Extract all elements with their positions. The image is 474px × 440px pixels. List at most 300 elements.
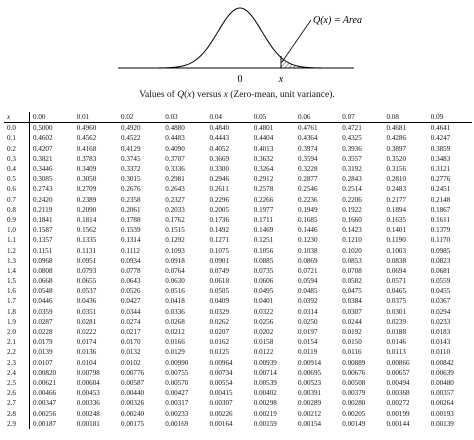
table-cell: 0.4840 xyxy=(209,124,230,133)
header-col: 0.03 xyxy=(162,112,206,123)
table-cell: 0.3707 xyxy=(165,154,185,163)
table-cell: 0.0446 xyxy=(33,297,53,306)
table-cell: 0.3228 xyxy=(298,165,318,174)
row-x-value: 0.1 xyxy=(4,133,30,143)
table-cell: 0.0294 xyxy=(430,307,451,316)
table-cell: 0.1711 xyxy=(253,215,273,224)
header-col: 0.09 xyxy=(428,112,472,123)
table-cell: 0.2148 xyxy=(430,195,451,204)
table-cell: 0.00657 xyxy=(386,368,410,377)
table-cell: 0.00336 xyxy=(76,399,100,408)
row-x-value: 1.8 xyxy=(4,307,30,317)
table-cell: 0.0158 xyxy=(253,338,274,347)
table-cell: 0.0475 xyxy=(342,287,362,296)
table-row xyxy=(4,398,472,408)
table-row xyxy=(4,388,472,398)
table-row xyxy=(4,245,472,255)
table-cell: 0.2981 xyxy=(165,175,185,184)
table-cell: 0.1170 xyxy=(430,236,450,245)
table-cell: 0.0918 xyxy=(165,256,185,265)
table-cell: 0.0548 xyxy=(33,287,53,296)
table-cell: 0.0116 xyxy=(342,348,362,357)
table-row xyxy=(4,276,472,286)
table-cell: 0.0655 xyxy=(76,277,97,286)
row-x-value: 1.6 xyxy=(4,286,30,296)
row-x-value: 1.3 xyxy=(4,256,30,266)
table-cell: 0.00272 xyxy=(386,399,410,408)
table-row xyxy=(4,378,472,388)
table-cell: 0.3669 xyxy=(209,154,230,163)
table-row xyxy=(4,123,472,134)
table-cell: 0.00248 xyxy=(76,409,100,418)
table-cell: 0.2358 xyxy=(121,195,141,204)
q-function-table xyxy=(4,112,472,429)
row-x-value: 1.1 xyxy=(4,235,30,245)
table-cell: 0.0143 xyxy=(430,338,451,347)
table-cell: 0.2389 xyxy=(76,195,97,204)
table-cell: 0.00990 xyxy=(165,358,189,367)
table-cell: 0.2061 xyxy=(121,205,141,214)
table-cell: 0.0262 xyxy=(209,317,230,326)
table-cell: 0.1075 xyxy=(209,246,230,255)
row-x-value: 0.3 xyxy=(4,154,30,164)
table-cell: 0.4247 xyxy=(430,134,451,143)
table-cell: 0.2327 xyxy=(165,195,185,204)
table-row xyxy=(4,358,472,368)
table-cell: 0.00714 xyxy=(253,368,277,377)
table-cell: 0.00440 xyxy=(121,389,145,398)
table-cell: 0.3085 xyxy=(33,175,53,184)
row-x-value: 2.1 xyxy=(4,337,30,347)
table-cell: 0.0322 xyxy=(253,307,274,316)
caption-x2: x xyxy=(223,90,228,100)
row-x-value: 0.6 xyxy=(4,184,30,194)
table-cell: 0.00317 xyxy=(165,399,189,408)
table-cell: 0.3446 xyxy=(33,165,53,174)
table-cell: 0.00554 xyxy=(209,378,233,387)
row-x-value: 0.7 xyxy=(4,195,30,205)
table-cell: 0.00233 xyxy=(165,409,189,418)
header-col: 0.07 xyxy=(339,112,383,123)
row-x-value: 2.6 xyxy=(4,388,30,398)
table-cell: 0.4325 xyxy=(342,134,362,143)
table-cell: 0.4522 xyxy=(121,134,141,143)
figure-caption xyxy=(0,90,474,100)
table-cell: 0.0188 xyxy=(386,328,407,337)
table-cell: 0.4721 xyxy=(342,124,362,133)
table-cell: 0.0107 xyxy=(33,358,53,367)
table-cell: 0.00820 xyxy=(33,368,57,377)
table-cell: 0.2776 xyxy=(430,175,451,184)
table-cell: 0.0174 xyxy=(76,338,97,347)
table-cell: 0.0207 xyxy=(209,328,230,337)
table-cell: 0.0485 xyxy=(298,287,318,296)
table-cell: 0.1151 xyxy=(33,246,53,255)
table-cell: 0.0735 xyxy=(253,266,274,275)
table-cell: 0.00480 xyxy=(430,378,454,387)
table-cell: 0.0681 xyxy=(430,266,451,275)
table-cell: 0.0418 xyxy=(165,297,185,306)
row-x-value: 2.0 xyxy=(4,327,30,337)
table-cell: 0.0139 xyxy=(33,348,53,357)
table-cell: 0.3156 xyxy=(386,165,407,174)
table-cell: 0.00212 xyxy=(298,409,322,418)
row-x-value: 2.3 xyxy=(4,358,30,368)
table-cell: 0.0465 xyxy=(386,287,407,296)
table-cell: 0.0409 xyxy=(209,297,230,306)
table-cell: 0.00755 xyxy=(165,368,189,377)
table-cell: 0.00604 xyxy=(76,378,100,387)
table-cell: 0.00639 xyxy=(430,368,454,377)
table-cell: 0.1562 xyxy=(76,226,97,235)
table-cell: 0.0217 xyxy=(121,328,141,337)
table-cell: 0.1762 xyxy=(165,215,185,224)
table-cell: 0.0985 xyxy=(430,246,451,255)
table-cell: 0.00570 xyxy=(165,378,189,387)
table-cell: 0.3520 xyxy=(386,154,407,163)
caption-x1: x xyxy=(187,90,192,100)
table-cell: 0.00866 xyxy=(386,358,410,367)
table-cell: 0.2912 xyxy=(253,175,274,184)
table-cell: 0.0329 xyxy=(209,307,230,316)
table-cell: 0.4286 xyxy=(386,134,407,143)
table-cell: 0.0869 xyxy=(298,256,318,265)
table-cell: 0.1056 xyxy=(253,246,274,255)
table-cell: 0.0136 xyxy=(76,348,97,357)
table-cell: 0.00199 xyxy=(386,409,410,418)
table-cell: 0.3483 xyxy=(430,154,451,163)
table-cell: 0.3300 xyxy=(209,165,230,174)
table-cell: 0.00453 xyxy=(76,389,100,398)
table-cell: 0.1423 xyxy=(342,226,362,235)
table-cell: 0.00939 xyxy=(253,358,277,367)
table-cell: 0.1003 xyxy=(386,246,407,255)
table-row xyxy=(4,205,472,215)
table-cell: 0.4801 xyxy=(253,124,274,133)
header-col: 0.04 xyxy=(207,112,251,123)
table-cell: 0.0274 xyxy=(121,317,141,326)
table-cell: 0.3632 xyxy=(253,154,274,163)
table-cell: 0.4641 xyxy=(430,124,451,133)
table-cell: 0.0708 xyxy=(342,266,362,275)
table-cell: 0.2643 xyxy=(165,185,185,194)
row-x-value: 1.5 xyxy=(4,276,30,286)
table-cell: 0.4404 xyxy=(253,134,274,143)
table-cell: 0.4168 xyxy=(76,144,97,153)
caption-prefix: Values of xyxy=(139,90,178,100)
table-cell: 0.4364 xyxy=(298,134,318,143)
table-cell: 0.3409 xyxy=(76,165,97,174)
table-cell: 0.00695 xyxy=(298,368,322,377)
table-cell: 0.4960 xyxy=(76,124,97,133)
table-cell: 0.00357 xyxy=(430,389,454,398)
table-cell: 0.0281 xyxy=(76,317,97,326)
table-cell: 0.1357 xyxy=(33,236,53,245)
table-cell: 0.2877 xyxy=(298,175,318,184)
tick-x: x xyxy=(278,74,284,85)
table-cell: 0.0495 xyxy=(253,287,274,296)
table-cell: 0.00621 xyxy=(33,378,57,387)
table-cell: 0.0505 xyxy=(209,287,230,296)
table-cell: 0.00494 xyxy=(386,378,410,387)
table-cell: 0.0150 xyxy=(342,338,362,347)
table-cell: 0.00587 xyxy=(121,378,145,387)
table-cell: 0.0668 xyxy=(33,277,53,286)
table-cell: 0.00169 xyxy=(165,419,189,428)
table-cell: 0.00368 xyxy=(386,389,410,398)
table-cell: 0.2296 xyxy=(209,195,230,204)
table-cell: 0.0222 xyxy=(76,328,97,337)
table-cell: 0.0367 xyxy=(430,297,451,306)
table-cell: 0.00144 xyxy=(386,419,410,428)
table-cell: 0.0885 xyxy=(253,256,274,265)
table-cell: 0.00193 xyxy=(430,409,454,418)
table-cell: 0.2090 xyxy=(76,205,97,214)
table-cell: 0.1841 xyxy=(33,215,53,224)
table-cell: 0.3974 xyxy=(298,144,318,153)
row-x-value: 2.4 xyxy=(4,368,30,378)
table-cell: 0.1112 xyxy=(121,246,140,255)
table-cell: 0.0212 xyxy=(165,328,185,337)
table-cell: 0.1401 xyxy=(386,226,407,235)
table-cell: 0.2177 xyxy=(386,195,407,204)
table-cell: 0.1230 xyxy=(298,236,318,245)
table-cell: 0.4562 xyxy=(76,134,97,143)
table-cell: 0.0559 xyxy=(430,277,451,286)
table-cell: 0.00154 xyxy=(298,419,322,428)
table-cell: 0.2611 xyxy=(209,185,229,194)
table-cell: 0.00379 xyxy=(342,389,366,398)
table-cell: 0.0630 xyxy=(165,277,185,286)
caption-mid: ) versus xyxy=(191,90,224,100)
table-cell: 0.1922 xyxy=(342,205,362,214)
table-cell: 0.1814 xyxy=(76,215,97,224)
table-row xyxy=(4,327,472,337)
row-x-value: 2.8 xyxy=(4,408,30,418)
table-cell: 0.2514 xyxy=(342,185,362,194)
caption-paren: ( xyxy=(184,90,188,100)
table-cell: 0.1210 xyxy=(342,236,362,245)
row-x-value: 1.2 xyxy=(4,245,30,255)
table-cell: 0.1660 xyxy=(342,215,362,224)
table-cell: 0.00889 xyxy=(342,358,366,367)
table-cell: 0.4207 xyxy=(33,144,53,153)
table-cell: 0.1292 xyxy=(165,236,185,245)
table-cell: 0.0436 xyxy=(76,297,97,306)
gaussian-figure xyxy=(0,0,474,90)
table-cell: 0.0170 xyxy=(121,338,141,347)
table-cell: 0.00240 xyxy=(121,409,145,418)
table-cell: 0.4920 xyxy=(121,124,141,133)
table-cell: 0.1587 xyxy=(33,226,53,235)
table-cell: 0.00415 xyxy=(209,389,233,398)
table-cell: 0.0537 xyxy=(76,287,97,296)
table-cell: 0.00256 xyxy=(33,409,57,418)
table-row xyxy=(4,347,472,357)
table-cell: 0.00676 xyxy=(342,368,366,377)
table-cell: 0.2676 xyxy=(121,185,141,194)
table-cell: 0.00798 xyxy=(76,368,100,377)
table-cell: 0.2709 xyxy=(76,185,97,194)
table-cell: 0.4880 xyxy=(165,124,185,133)
table-cell: 0.0582 xyxy=(342,277,362,286)
table-cell: 0.0968 xyxy=(33,256,53,265)
table-cell: 0.2451 xyxy=(430,185,451,194)
row-x-value: 2.2 xyxy=(4,347,30,357)
table-cell: 0.0823 xyxy=(430,256,451,265)
table-cell: 0.00964 xyxy=(209,358,233,367)
table-cell: 0.0119 xyxy=(298,348,318,357)
table-cell: 0.00205 xyxy=(342,409,366,418)
table-cell: 0.2578 xyxy=(253,185,274,194)
header-col: 0.02 xyxy=(118,112,162,123)
table-row xyxy=(4,225,472,235)
table-cell: 0.0256 xyxy=(253,317,274,326)
table-cell: 0.0793 xyxy=(76,266,97,275)
table-cell: 0.1515 xyxy=(165,226,185,235)
table-cell: 0.1251 xyxy=(253,236,274,245)
table-cell: 0.00914 xyxy=(298,358,322,367)
table-cell: 0.00347 xyxy=(33,399,57,408)
table-cell: 0.0427 xyxy=(121,297,141,306)
table-cell: 0.3372 xyxy=(121,165,141,174)
table-cell: 0.00842 xyxy=(430,358,454,367)
table-cell: 0.3859 xyxy=(430,144,451,153)
table-cell: 0.1736 xyxy=(209,215,230,224)
table-cell: 0.3897 xyxy=(386,144,407,153)
table-cell: 0.1335 xyxy=(76,236,97,245)
table-row xyxy=(4,337,472,347)
tick-zero: 0 xyxy=(237,74,243,85)
table-cell: 0.4013 xyxy=(253,144,274,153)
table-cell: 0.00139 xyxy=(430,419,454,428)
table-cell: 0.1635 xyxy=(386,215,407,224)
table-cell: 0.0359 xyxy=(33,307,53,316)
table-row xyxy=(4,133,472,143)
table-cell: 0.0401 xyxy=(253,297,274,306)
table-cell: 0.1190 xyxy=(386,236,406,245)
table-cell: 0.1093 xyxy=(165,246,185,255)
table-cell: 0.0192 xyxy=(342,328,362,337)
table-cell: 0.0901 xyxy=(209,256,230,265)
area-label: Q(x) = Area xyxy=(313,15,362,26)
table-cell: 0.00159 xyxy=(253,419,277,428)
table-cell: 0.0113 xyxy=(386,348,406,357)
table-cell: 0.3264 xyxy=(253,165,274,174)
row-x-value: 1.4 xyxy=(4,266,30,276)
table-row xyxy=(4,419,472,429)
table-cell: 0.0314 xyxy=(298,307,318,316)
table-cell: 0.00466 xyxy=(33,389,57,398)
table-cell: 0.0594 xyxy=(298,277,318,286)
table-cell: 0.0336 xyxy=(165,307,185,316)
table-cell: 0.0351 xyxy=(76,307,97,316)
table-cell: 0.0384 xyxy=(342,297,362,306)
table-row xyxy=(4,296,472,306)
table-cell: 0.00539 xyxy=(253,378,277,387)
table-cell: 0.3192 xyxy=(342,165,362,174)
table-cell: 0.0166 xyxy=(165,338,185,347)
tail-area-shading xyxy=(281,57,352,68)
table-row xyxy=(4,154,472,164)
table-cell: 0.0526 xyxy=(121,287,141,296)
table-cell: 0.00264 xyxy=(430,399,454,408)
row-x-value: 1.9 xyxy=(4,317,30,327)
table-cell: 0.0162 xyxy=(209,338,230,347)
header-col: 0.00 xyxy=(30,112,74,123)
table-cell: 0.1611 xyxy=(430,215,450,224)
table-cell: 0.00280 xyxy=(342,399,366,408)
table-cell: 0.0375 xyxy=(386,297,407,306)
row-x-value: 0.4 xyxy=(4,164,30,174)
table-cell: 0.00289 xyxy=(298,399,322,408)
table-cell: 0.00175 xyxy=(121,419,145,428)
table-cell: 0.00508 xyxy=(342,378,366,387)
table-cell: 0.0102 xyxy=(121,358,141,367)
table-cell: 0.1469 xyxy=(253,226,274,235)
table-cell: 0.0455 xyxy=(430,287,451,296)
table-cell: 0.0307 xyxy=(342,307,362,316)
table-row xyxy=(4,164,472,174)
table-cell: 0.00298 xyxy=(253,399,277,408)
table-cell: 0.0122 xyxy=(253,348,274,357)
table-cell: 0.2005 xyxy=(209,205,230,214)
table-cell: 0.0853 xyxy=(342,256,362,265)
caption-q: Q xyxy=(177,90,185,100)
table-cell: 0.0104 xyxy=(76,358,97,367)
table-cell: 0.2843 xyxy=(342,175,362,184)
table-cell: 0.3783 xyxy=(76,154,97,163)
table-cell: 0.0268 xyxy=(165,317,185,326)
table-cell: 0.2033 xyxy=(165,205,185,214)
row-x-value: 2.9 xyxy=(4,419,30,429)
table-row xyxy=(4,408,472,418)
table-cell: 0.0154 xyxy=(298,338,318,347)
header-col: 0.08 xyxy=(384,112,428,123)
table-cell: 0.0516 xyxy=(165,287,185,296)
table-cell: 0.0132 xyxy=(121,348,141,357)
table-cell: 0.0749 xyxy=(209,266,230,275)
table-cell: 0.3015 xyxy=(121,175,141,184)
row-x-value: 0.9 xyxy=(4,215,30,225)
table-cell: 0.0202 xyxy=(253,328,274,337)
table-cell: 0.00219 xyxy=(253,409,277,418)
table-cell: 0.3936 xyxy=(342,144,362,153)
table-cell: 0.00226 xyxy=(209,409,233,418)
header-col: 0.06 xyxy=(295,112,339,123)
table-cell: 0.3121 xyxy=(430,165,451,174)
table-cell: 0.2266 xyxy=(253,195,274,204)
table-cell: 0.1271 xyxy=(209,236,230,245)
table-cell: 0.4761 xyxy=(298,124,318,133)
header-col: 0.05 xyxy=(251,112,295,123)
table-cell: 0.00402 xyxy=(253,389,277,398)
row-x-value: 0.8 xyxy=(4,205,30,215)
row-x-value: 0.2 xyxy=(4,144,30,154)
table-cell: 0.0392 xyxy=(298,297,318,306)
table-row xyxy=(4,195,472,205)
table-cell: 0.0934 xyxy=(121,256,141,265)
row-x-value: 1.7 xyxy=(4,296,30,306)
table-row xyxy=(4,184,472,194)
table-header-row xyxy=(4,112,472,123)
row-x-value: 0.5 xyxy=(4,174,30,184)
table-cell: 0.00187 xyxy=(33,419,57,428)
table-row xyxy=(4,266,472,276)
table-cell: 0.00734 xyxy=(209,368,233,377)
table-cell: 0.1131 xyxy=(76,246,96,255)
table-row xyxy=(4,174,472,184)
